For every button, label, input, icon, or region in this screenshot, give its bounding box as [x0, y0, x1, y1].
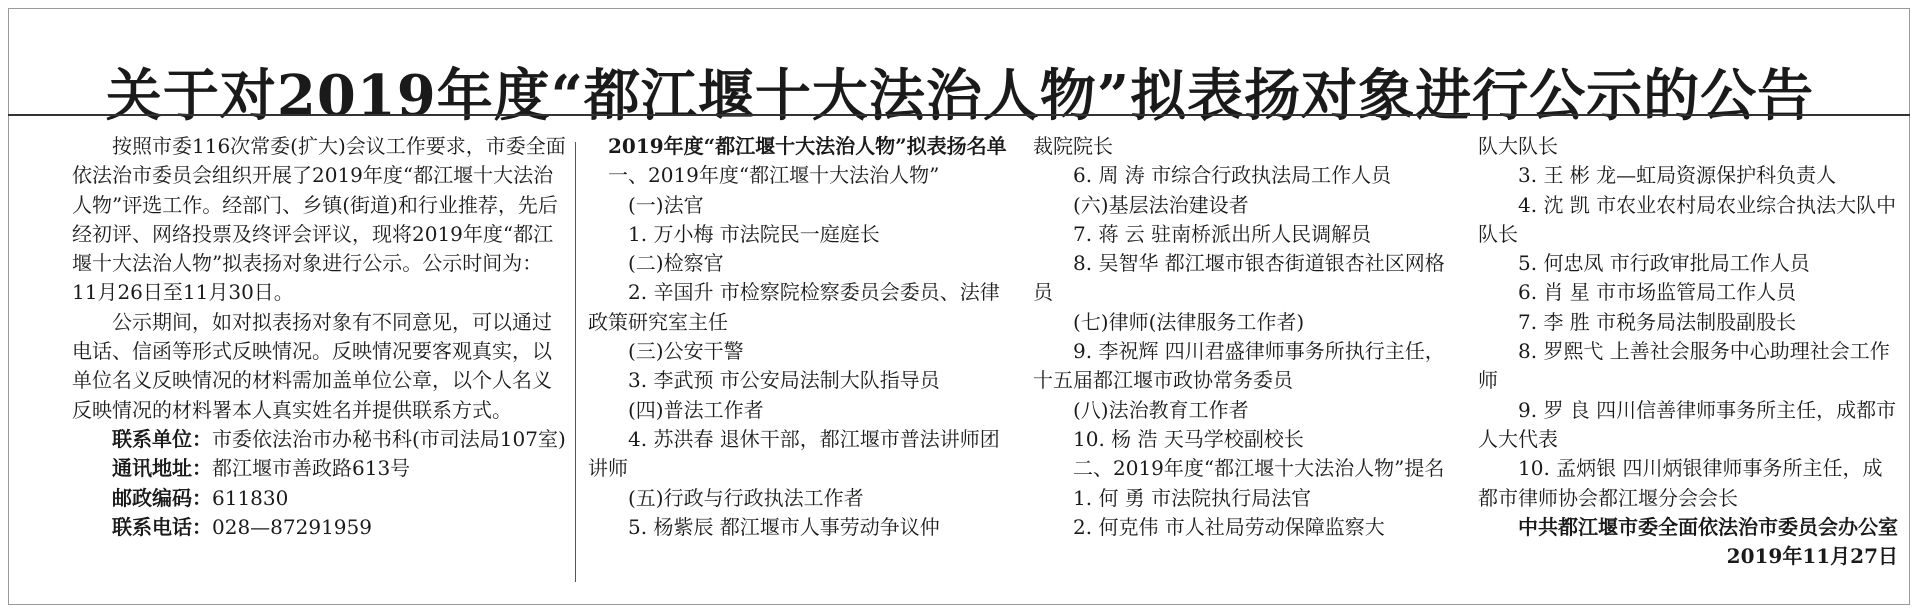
list-item: 9. 李祝辉 四川君盛律师事务所执行主任，十五届都江堰市政协常务委员 [1033, 339, 1445, 393]
contact-phone-label: 联系电话： [112, 514, 212, 539]
contact-zip [72, 484, 567, 513]
column-1 [72, 132, 567, 542]
list-heading: 2019年度“都江堰十大法治人物”拟表扬名单 [608, 134, 1007, 158]
list-item: 4. 苏洪春 退休干部，都江堰市普法讲师团讲师 [588, 426, 1000, 481]
list-item: 3. 李武预 市公安局法制大队指导员 [628, 368, 940, 393]
list-item: 1. 何 勇 市法院执行局法官 [1073, 485, 1312, 510]
column-2 [588, 132, 1008, 542]
list-item: 6. 周 涛 市综合行政执法局工作人员 [1073, 163, 1392, 188]
list-item: 8. 罗熙弋 上善社会服务中心助理社会工作师 [1478, 339, 1890, 393]
contact-unit-label: 联系单位： [112, 426, 212, 451]
column-separator [575, 142, 576, 582]
list-item: 6. 肖 星 市市场监管局工作人员 [1518, 280, 1797, 305]
section-2-heading: 二、2019年度“都江堰十大法治人物”提名 [1073, 456, 1445, 481]
contact-address-label: 通讯地址： [112, 456, 212, 481]
category-heading: (三)公安干警 [628, 339, 744, 364]
category-heading: (七)律师(法律服务工作者) [1073, 309, 1305, 334]
list-item: 3. 王 彬 龙—虹局资源保护科负责人 [1518, 163, 1837, 188]
contact-zip-label: 邮政编码： [112, 485, 212, 510]
list-item-continued: 裁院院长 [1033, 134, 1113, 158]
intro-paragraph: 按照市委116次常委(扩大)会议工作要求，市委全面依法治市委员会组织开展了2019年度“都江堰十大法治人物”评选工作。经部门、乡镇(街道)和行业推荐，先后经初评、网络投票及终评会评议，现将2019年度“都江堰十大法治人物”拟表扬对象进行公示。公示时间为：11月26日至11月30日。 [72, 134, 566, 305]
column-4 [1478, 132, 1898, 571]
list-item: 9. 罗 良 四川信善律师事务所主任，成都市人大代表 [1478, 397, 1897, 451]
column-3 [1033, 132, 1453, 542]
title-divider [8, 114, 1910, 116]
list-item: 4. 沈 凯 市农业农村局农业综合执法大队中队长 [1478, 192, 1897, 246]
list-item: 2. 辛国升 市检察院检察委员会委员、法律政策研究室主任 [588, 280, 1000, 334]
contact-address [72, 454, 567, 483]
list-item: 2. 何克伟 市人社局劳动保障监察大 [1073, 514, 1385, 539]
contact-zip-value: 611830 [212, 485, 289, 510]
list-item: 10. 孟炳银 四川炳银律师事务所主任，成都市律师协会都江堰分会会长 [1478, 456, 1883, 510]
list-item-continued: 队大队长 [1478, 134, 1558, 158]
announcement-title: 关于对2019年度“都江堰十大法治人物”拟表扬对象进行公示的公告 [105, 62, 1815, 129]
category-heading: (四)普法工作者 [628, 397, 764, 422]
category-heading: (五)行政与行政执法工作者 [628, 485, 864, 510]
category-heading: (八)法治教育工作者 [1073, 397, 1249, 422]
list-item: 1. 万小梅 市法院民一庭庭长 [628, 221, 880, 246]
issue-date: 2019年11月27日 [1726, 544, 1898, 569]
issuing-organization: 中共都江堰市委全面依法治市委员会办公室 [1518, 514, 1898, 539]
list-item: 8. 吴智华 都江堰市银杏街道银杏社区网格员 [1033, 251, 1445, 305]
category-heading: (一)法官 [628, 192, 704, 217]
contact-unit-value: 市委依法治市办秘书科(市司法局107室) [212, 426, 566, 451]
contact-phone [72, 513, 567, 542]
list-item: 5. 杨紫辰 都江堰市人事劳动争议仲 [628, 514, 940, 539]
category-heading: (六)基层法治建设者 [1073, 192, 1249, 217]
category-heading: (二)检察官 [628, 251, 724, 276]
contact-phone-value: 028—87291959 [212, 514, 372, 539]
section-1-heading: 一、2019年度“都江堰十大法治人物” [608, 163, 940, 188]
list-item: 10. 杨 浩 天马学校副校长 [1073, 426, 1304, 451]
list-item: 7. 蒋 云 驻南桥派出所人民调解员 [1073, 221, 1372, 246]
feedback-paragraph: 公示期间，如对拟表扬对象有不同意见，可以通过电话、信函等形式反映情况。反映情况要客观真实，以单位名义反映情况的材料需加盖单位公章，以个人名义反映情况的材料署本人真实姓名并提供联系方式。 [72, 309, 552, 422]
contact-address-value: 都江堰市善政路613号 [212, 456, 411, 481]
list-item: 7. 李 胜 市税务局法制股副股长 [1518, 309, 1797, 334]
contact-unit [72, 425, 567, 454]
list-item: 5. 何忠凤 市行政审批局工作人员 [1518, 251, 1810, 276]
